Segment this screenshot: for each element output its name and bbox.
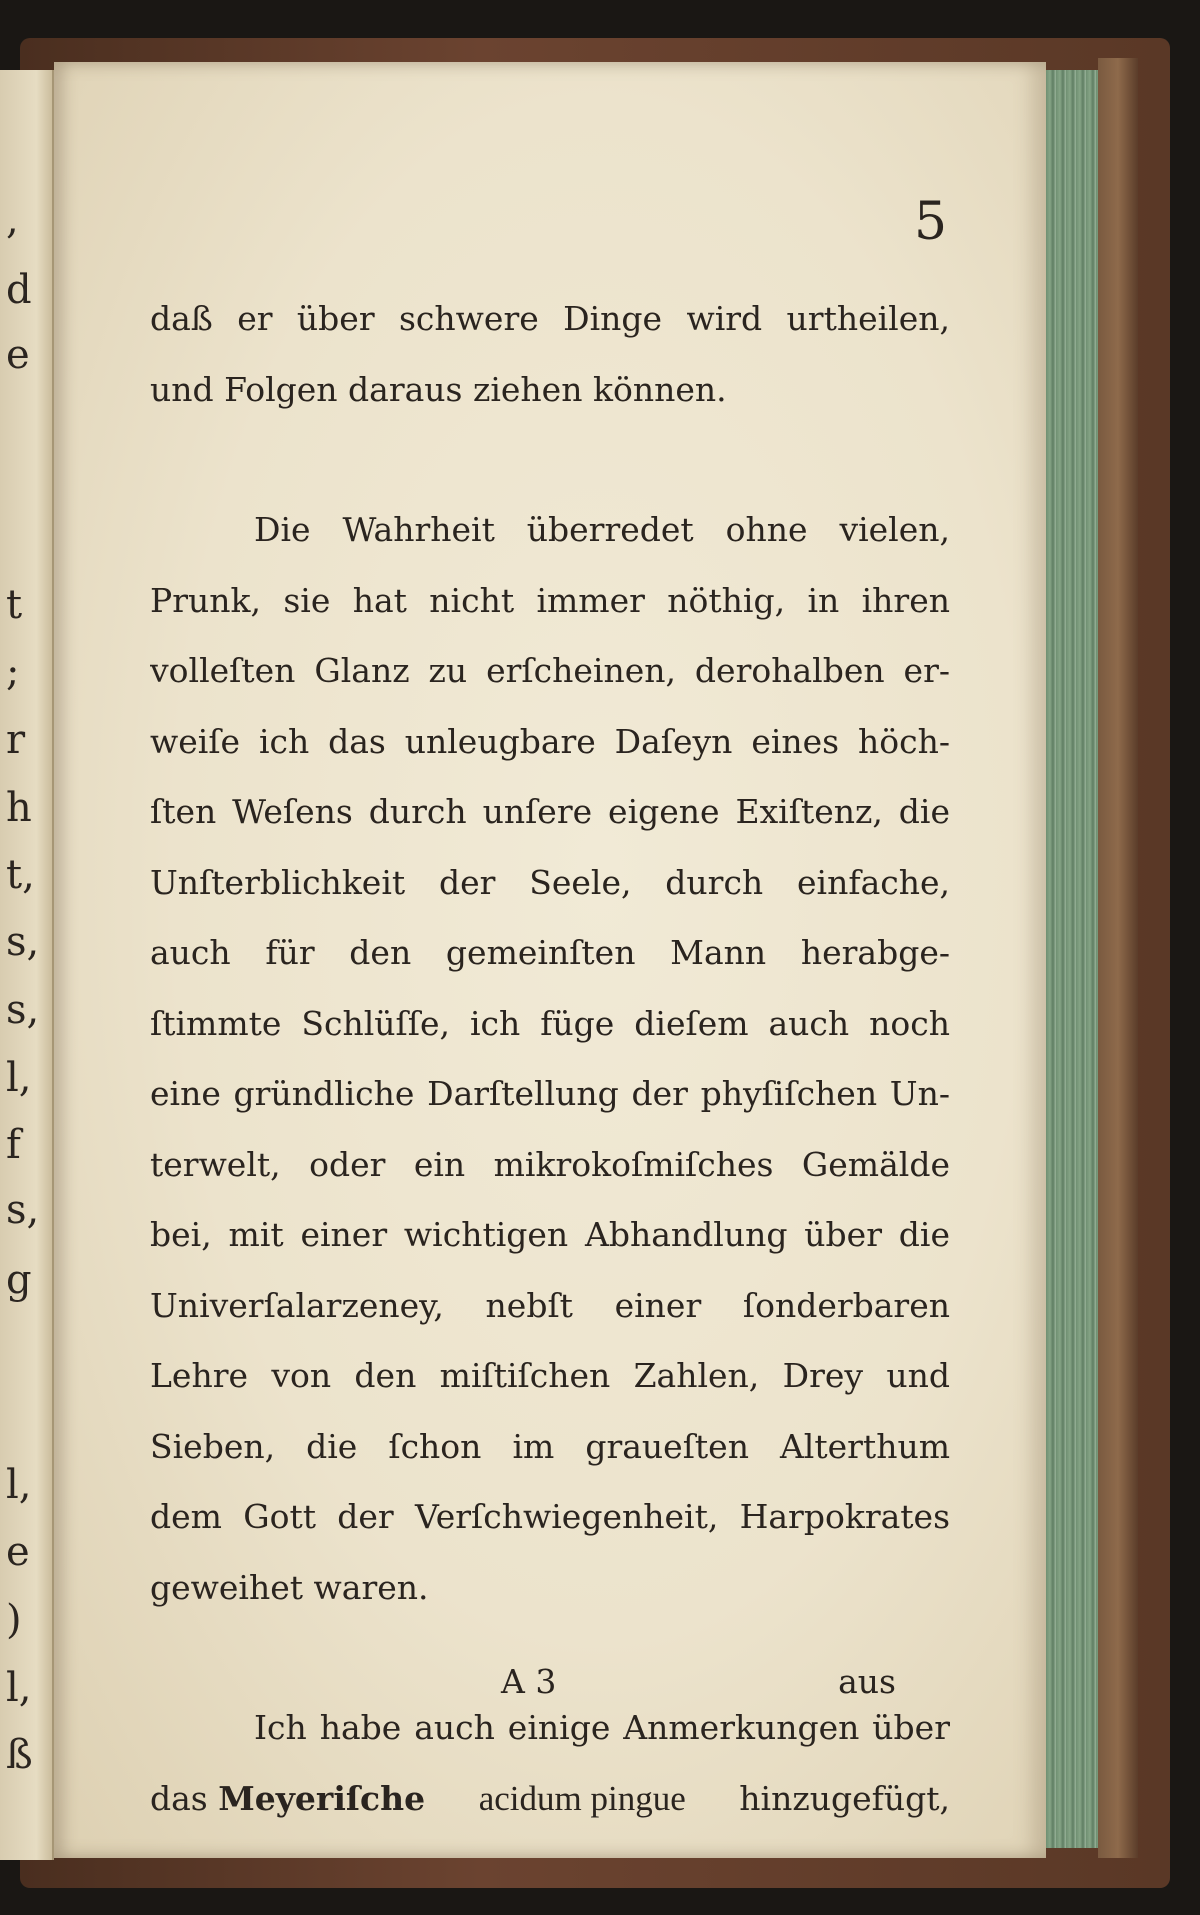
page-number: 5 [914,192,948,252]
text-line: Univerſalarzeney, nebſt einer ſonderbaren [150,1285,950,1325]
text-line: Prunk, sie hat nicht immer nöthig, in ihren [150,580,950,620]
facing-page-fragment: h [6,785,32,831]
paragraph-gap [150,425,950,495]
text-line: eine gründliche Darſtellung der phyſiſchen Un- [150,1074,950,1113]
facing-page-fragment: e [6,1529,30,1575]
text-line-mixed [150,1764,950,1835]
text-line: weiſe ich das unleugbare Daſeyn eines höch- [150,721,950,761]
text-line: geweihet waren. [150,1567,429,1607]
facing-page-fragment: ß [6,1732,33,1778]
text-line: auch für den gemeinſten Mann herabge- [150,933,950,972]
text-line: Lehre von den miſtiſchen Zahlen, Drey und [150,1356,950,1395]
book-spine-edge [1098,58,1138,1858]
facing-page-fragment: s, [6,1187,40,1233]
text-line: Unſterblichkeit der Seele, durch einfache, [150,862,950,902]
facing-page-fragment: ) [6,1597,22,1643]
book-page [54,62,1046,1858]
text-prefix: das [150,1778,219,1818]
facing-page-fragment: t, [6,852,35,898]
text-line: daß er über schwere Dinge wird urtheilen, [150,299,950,338]
text-line: terwelt, oder ein mikrokoſmiſches Gemälde [150,1144,950,1184]
facing-page-fragment: , [6,197,19,243]
text-line: ſtimmte Schlüſſe, ich füge dieſem auch noch [150,1003,950,1043]
facing-page-fragment: l, [6,1462,32,1508]
emphasized-name: Meyeriſche [218,1778,426,1818]
facing-page-fragment: d [6,267,32,313]
text-line: Sieben, die ſchon im graueſten Alterthum [150,1426,950,1466]
text-line: Die Wahrheit überredet ohne vielen, [254,510,950,549]
text-line: Ich habe auch einige Anmerkungen über [254,1708,950,1747]
text-segment [150,1764,425,1835]
facing-page-fragment: r [6,717,26,763]
text-line: bei, mit einer wichtigen Abhandlung über die [150,1215,950,1254]
text-suffix: hinzugefügt, [739,1778,950,1818]
text-line: und Folgen daraus ziehen können. [150,369,727,409]
body-text [150,284,950,1834]
facing-page-fragment: s, [6,987,40,1033]
footer-line [96,1662,896,1732]
text-line: volleſten Glanz zu erſcheinen, derohalben er- [150,651,950,690]
facing-page-fragment: l, [6,1055,32,1101]
facing-page-fragment: f [6,1122,21,1168]
facing-page-fragment: g [6,1257,32,1303]
facing-page-fragment: ; [6,649,20,695]
signature-mark: A 3 [501,1662,557,1701]
facing-page-fragment: t [6,582,23,628]
facing-page-edge [0,70,54,1860]
catchword: aus [838,1662,896,1701]
text-line: dem Gott der Verſchwiegenheit, Harpokrates [150,1497,950,1536]
latin-term: acidum pingue [478,1778,686,1818]
facing-page-fragment: e [6,332,30,378]
page-edge-stack [1046,70,1098,1848]
facing-page-fragment: l, [6,1665,32,1711]
facing-page-fragment: s, [6,919,40,965]
text-line: ſten Weſens durch unſere eigene Exiſtenz, die [150,792,950,831]
